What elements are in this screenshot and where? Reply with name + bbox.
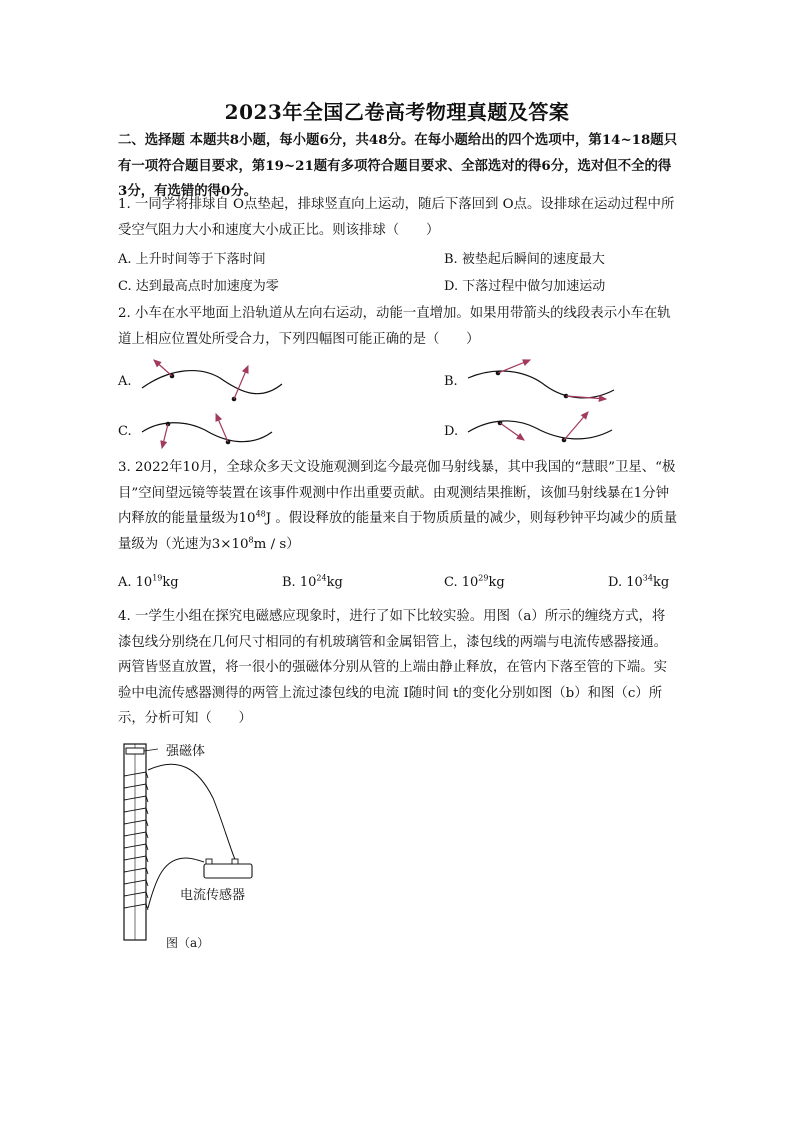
q3-c-exponent: 8 <box>248 535 254 545</box>
q1-stem: 1. 一同学将排球自 O点垫起，排球竖直向上运动，随后下落回到 O点。设排球在运动过程中所受空气阻力大小和速度大小成正比。则该排球（ ） <box>118 197 675 238</box>
q3-option-d: D. $10^{34}kg$ <box>608 573 670 590</box>
q2-option-c-label: C. <box>118 424 132 439</box>
q3-stem-part2: J 。假设释放的能量来自于物质质量的减少，则每秒钟平均减少的质量量级为（光速为3×10 <box>118 511 678 552</box>
q1-option-d: D. 下落过程中做匀加速运动 <box>444 279 606 294</box>
q2-option-a-label: A. <box>118 374 132 389</box>
q3-option-a: A. $10^{19}kg$ <box>118 573 179 590</box>
q2-option-d-label: D. <box>444 424 459 439</box>
q3-option-b: B. $10^{24}kg$ <box>282 573 343 590</box>
q2-figure-a <box>140 358 285 408</box>
q4-label-current-sensor: 电流传感器 <box>180 888 246 903</box>
q1-option-b: B. 被垫起后瞬间的速度最大 <box>444 252 605 267</box>
q3-energy-exponent: 48 <box>255 509 266 519</box>
q2-option-b-label: B. <box>444 374 458 389</box>
q3-stem-part3: m / s） <box>253 536 300 552</box>
q2-figure-c <box>140 410 280 455</box>
q3-stem-part1: 3. 2022年10月，全球众多天文设施观测到迄今最亮伽马射线暴，其中我国的“慧眼”卫星、“极目”空间望远镜等装置在该事件观测中作出重要贡献。由观测结果推断，该伽马射线暴在1分钟内释放的能量量级为10 <box>118 460 676 526</box>
q4-label-strong-magnet: 强磁体 <box>166 744 206 759</box>
section-header: 二、选择题 本题共8小题，每小题6分，共48分。在每小题给出的四个选项中，第14~18题只有一项符合题目要求，第19~21题有多项符合题目要求、全部选对的得6分，选对但不全的得3分，有选错的得0分。 <box>118 132 678 199</box>
q4-figure-a-caption: 图（a） <box>166 936 210 950</box>
q2-figure-b <box>466 358 616 408</box>
q3-option-c: C. $10^{29}kg$ <box>444 573 505 590</box>
q1-option-a: A. 上升时间等于下落时间 <box>118 252 266 267</box>
q1-option-c: C. 达到最高点时加速度为零 <box>118 279 279 294</box>
q2-stem: 2. 小车在水平地面上沿轨道从左向右运动，动能一直增加。如果用带箭头的线段表示小车在轨道上相应位置处所受合力，下列四幅图可能正确的是（ ） <box>118 306 671 347</box>
page-title: 2023年全国乙卷高考物理真题及答案 <box>224 100 570 124</box>
q3-stem <box>118 455 678 557</box>
q4-stem: 4. 一学生小组在探究电磁感应现象时，进行了如下比较实验。用图（a）所示的缠绕方式，将漆包线分别绕在几何尺寸相同的有机玻璃管和金属铝管上，漆包线的两端与电流传感器接通。两管皆竖直放置，将一很小的强磁体分别从管的上端由静止释放，在管内下落至管的下端。实验中电流传感器测得的两管上流过漆包线的电流 I随时间 t的变化分别如图（b）和图（c）所示，分析可知（ ） <box>118 609 668 726</box>
q4-figure-a-apparatus <box>118 738 288 953</box>
q2-figure-d <box>466 410 616 455</box>
